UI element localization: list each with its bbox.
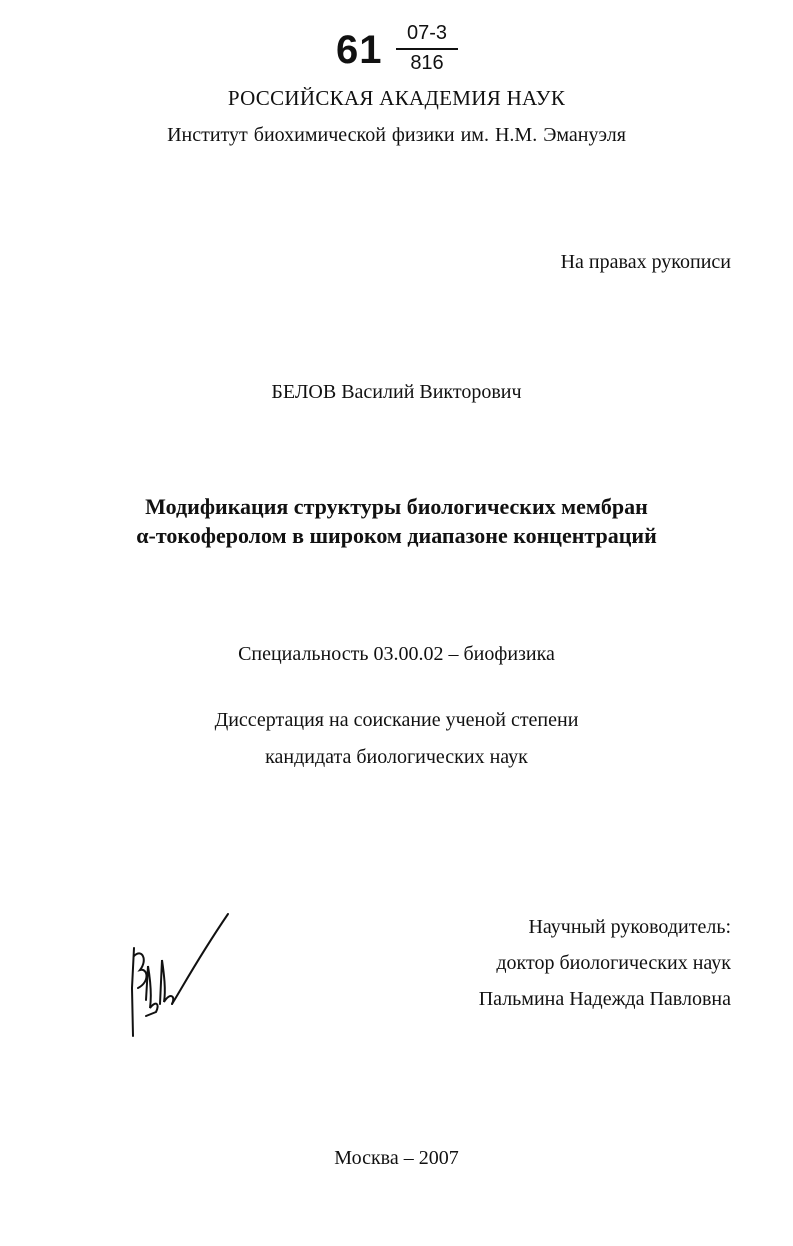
institute-name: Институт биохимической физики им. Н.М. Эмануэля	[167, 124, 626, 146]
supervisor-degree: доктор биологических наук	[496, 952, 731, 974]
registry-denominator: 816	[410, 52, 444, 74]
city-year: Москва – 2007	[334, 1147, 459, 1169]
dissertation-line-1: Диссертация на соискание ученой степени	[214, 709, 579, 731]
academy-name: РОССИЙСКАЯ АКАДЕМИЯ НАУК	[227, 86, 566, 110]
registry-numerator: 07-3	[406, 22, 448, 44]
registry-main-number: 61	[336, 28, 383, 72]
dissertation-line-2: кандидата биологических наук	[265, 746, 528, 768]
rights-note: На правах рукописи	[560, 251, 731, 273]
supervisor-name: Пальмина Надежда Павловна	[478, 988, 731, 1010]
supervisor-label: Научный руководитель:	[528, 916, 731, 938]
thesis-title-line-1: Модификация структуры биологических мембран	[145, 494, 648, 519]
registry-number	[336, 22, 466, 82]
thesis-title-line-2: α-токоферолом в широком диапазоне концентраций	[136, 523, 657, 548]
handwritten-signature	[120, 908, 240, 1048]
author-name: БЕЛОВ Василий Викторович	[271, 381, 522, 403]
registry-fraction-line	[396, 48, 458, 50]
specialty: Специальность 03.00.02 – биофизика	[238, 643, 555, 665]
